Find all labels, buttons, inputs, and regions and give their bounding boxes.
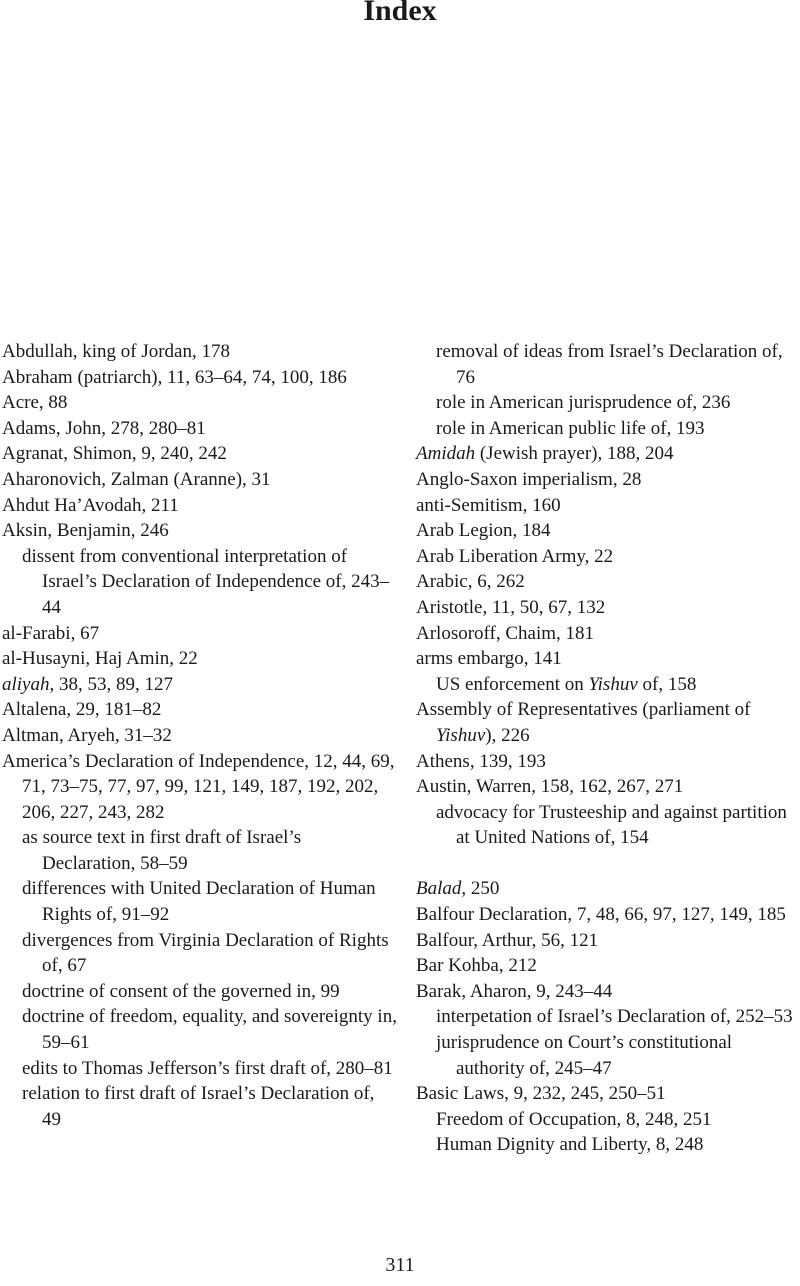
- index-entry-text: doctrine of consent of the governed in, 99: [22, 980, 340, 1002]
- index-entry-text: interpetation of Israel’s Declaration of, 252–53: [436, 1006, 793, 1028]
- index-entry-text: relation to first draft of Israel’s Declaration of, 49: [22, 1083, 375, 1130]
- index-entry-text: Balfour, Arthur, 56, 121: [416, 929, 599, 951]
- index-entry-text: ), 226: [485, 724, 530, 746]
- index-entry: [416, 646, 800, 672]
- index-entry-text: Balad: [416, 878, 462, 900]
- index-entry-text: Agranat, Shimon, 9, 240, 242: [2, 443, 227, 465]
- index-subentry: [416, 800, 800, 851]
- index-entry-text: Acre, 88: [2, 392, 68, 414]
- index-entry: [2, 416, 398, 442]
- index-entry-text: dissent from conventional interpretation of Israel’s Declaration of Independence of, 243–44: [22, 545, 390, 618]
- index-subentry: [2, 1081, 398, 1132]
- index-entry-text: Freedom of Occupation, 8, 248, 251: [436, 1108, 712, 1130]
- index-entry-text: Assembly of Representatives (parliament of: [416, 699, 751, 721]
- index-entry: [416, 621, 800, 647]
- index-subentry: [416, 1030, 800, 1081]
- index-subentry: [2, 1004, 398, 1055]
- index-entry: [416, 902, 800, 928]
- index-entry-text: Athens, 139, 193: [416, 750, 546, 772]
- index-entry: [416, 774, 800, 800]
- index-entry-text: of, 158: [637, 673, 697, 695]
- index-subentry: [2, 544, 398, 621]
- index-entry: [416, 979, 800, 1005]
- index-subentry: [416, 1004, 800, 1030]
- index-entry: [2, 365, 398, 391]
- index-subentry: [416, 416, 800, 442]
- index-entry-text: Yishuv: [436, 724, 486, 746]
- index-entry: [416, 544, 800, 570]
- index-entry: [2, 723, 398, 749]
- index-entry-text: Barak, Aharon, 9, 243–44: [416, 980, 613, 1002]
- index-subentry: [2, 979, 398, 1005]
- index-entry: [2, 467, 398, 493]
- index-entry-text: arms embargo, 141: [416, 648, 562, 670]
- index-entry-text: role in American jurisprudence of, 236: [436, 392, 731, 414]
- page-number: 311: [385, 1254, 415, 1276]
- index-entry: [416, 595, 800, 621]
- index-entry-text: , 38, 53, 89, 127: [49, 673, 173, 695]
- index-entry: [416, 953, 800, 979]
- index-subentry: [416, 1132, 800, 1158]
- index-subentry: [416, 339, 800, 390]
- index-subentry: [2, 876, 398, 927]
- index-entry: [2, 339, 398, 365]
- index-entry-text: Austin, Warren, 158, 162, 267, 271: [416, 776, 684, 798]
- index-entry-text: Arabic, 6, 262: [416, 571, 525, 593]
- page-title: Index: [363, 0, 437, 27]
- index-entry-text: Ahdut Ha’Avodah, 211: [2, 494, 179, 516]
- index-entry-text: Balfour Declaration, 7, 48, 66, 97, 127, 149, 185: [416, 904, 786, 926]
- index-entry: [416, 467, 800, 493]
- index-entry-text: doctrine of freedom, equality, and sovereignty in, 59–61: [22, 1006, 397, 1054]
- index-entry-text: Human Dignity and Liberty, 8, 248: [436, 1134, 704, 1156]
- index-entry: [416, 749, 800, 775]
- index-subentry: [416, 1107, 800, 1133]
- index-entry: [2, 621, 398, 647]
- index-entry-text: Altman, Aryeh, 31–32: [2, 724, 172, 746]
- index-entry: [2, 441, 398, 467]
- index-entry-text: divergences from Virginia Declaration of Rights of, 67: [22, 929, 389, 977]
- index-entry-text: role in American public life of, 193: [436, 417, 705, 439]
- index-entry-text: advocacy for Trusteeship and against partition at United Nations of, 154: [436, 801, 787, 849]
- index-entry-text: Aristotle, 11, 50, 67, 132: [416, 596, 606, 618]
- index-entry: [2, 672, 398, 698]
- index-entry-text: Arab Liberation Army, 22: [416, 545, 614, 567]
- index-entry: [416, 493, 800, 519]
- index-entry-text: Anglo-Saxon imperialism, 28: [416, 468, 642, 490]
- index-entry-text: Arab Legion, 184: [416, 520, 551, 542]
- index-entry-text: Basic Laws, 9, 232, 245, 250–51: [416, 1083, 666, 1105]
- index-subentry: [2, 1056, 398, 1082]
- index-entry-text: Aharonovich, Zalman (Aranne), 31: [2, 468, 271, 490]
- index-subentry: [416, 390, 800, 416]
- index-entry-text: US enforcement on: [436, 673, 589, 695]
- index-entry-text: jurisprudence on Court’s constitutional authority of, 245–47: [436, 1032, 733, 1079]
- index-entry-text: al-Husayni, Haj Amin, 22: [2, 648, 198, 670]
- index-entry: [2, 697, 398, 723]
- index-entry-text: Adams, John, 278, 280–81: [2, 417, 206, 439]
- index-entry-text: differences with United Declaration of Human Rights of, 91–92: [22, 878, 376, 926]
- index-entry-text: anti-Semitism, 160: [416, 494, 561, 516]
- index-entry-text: Altalena, 29, 181–82: [2, 699, 162, 721]
- index-entry: [416, 569, 800, 595]
- index-entry-text: removal of ideas from Israel’s Declaration of, 76: [436, 341, 783, 388]
- index-column-left: [2, 339, 398, 1132]
- index-entry-text: Arlosoroff, Chaim, 181: [416, 622, 595, 644]
- index-entry-text: Bar Kohba, 212: [416, 955, 537, 977]
- index-entry: [2, 390, 398, 416]
- index-entry-text: America’s Declaration of Independence, 12, 44, 69, 71, 73–75, 77, 97, 99, 121, 149, 187, 192, 202, 206, 227, 243, 282: [2, 750, 395, 823]
- index-entry-text: aliyah: [2, 673, 50, 695]
- index-entry: [416, 1081, 800, 1107]
- index-subentry: [2, 825, 398, 876]
- index-entry: [2, 646, 398, 672]
- index-entry-text: as source text in first draft of Israel’s Declaration, 58–59: [22, 827, 302, 874]
- index-entry-text: Yishuv: [588, 673, 638, 695]
- index-entry-text: Amidah: [416, 443, 476, 465]
- index-entry: [2, 493, 398, 519]
- index-entry-text: Abdullah, king of Jordan, 178: [2, 341, 230, 362]
- index-entry: [416, 928, 800, 954]
- index-entry: [416, 441, 800, 467]
- index-subentry: [416, 672, 800, 698]
- index-entry-text: , 250: [461, 878, 500, 900]
- index-entry-text: Abraham (patriarch), 11, 63–64, 74, 100, 186: [2, 366, 347, 388]
- index-entry: [2, 749, 398, 826]
- index-entry-text: (Jewish prayer), 188, 204: [475, 443, 674, 465]
- index-entry: [416, 697, 800, 748]
- index-entry: [2, 518, 398, 544]
- index-entry: [416, 518, 800, 544]
- index-subentry: [2, 928, 398, 979]
- index-entry-text: edits to Thomas Jefferson’s first draft of, 280–81: [22, 1057, 393, 1079]
- index-entry: [416, 876, 800, 902]
- index-entry-text: al-Farabi, 67: [2, 622, 100, 644]
- index-column-right: [416, 339, 800, 1158]
- index-entry-text: Aksin, Benjamin, 246: [2, 520, 169, 542]
